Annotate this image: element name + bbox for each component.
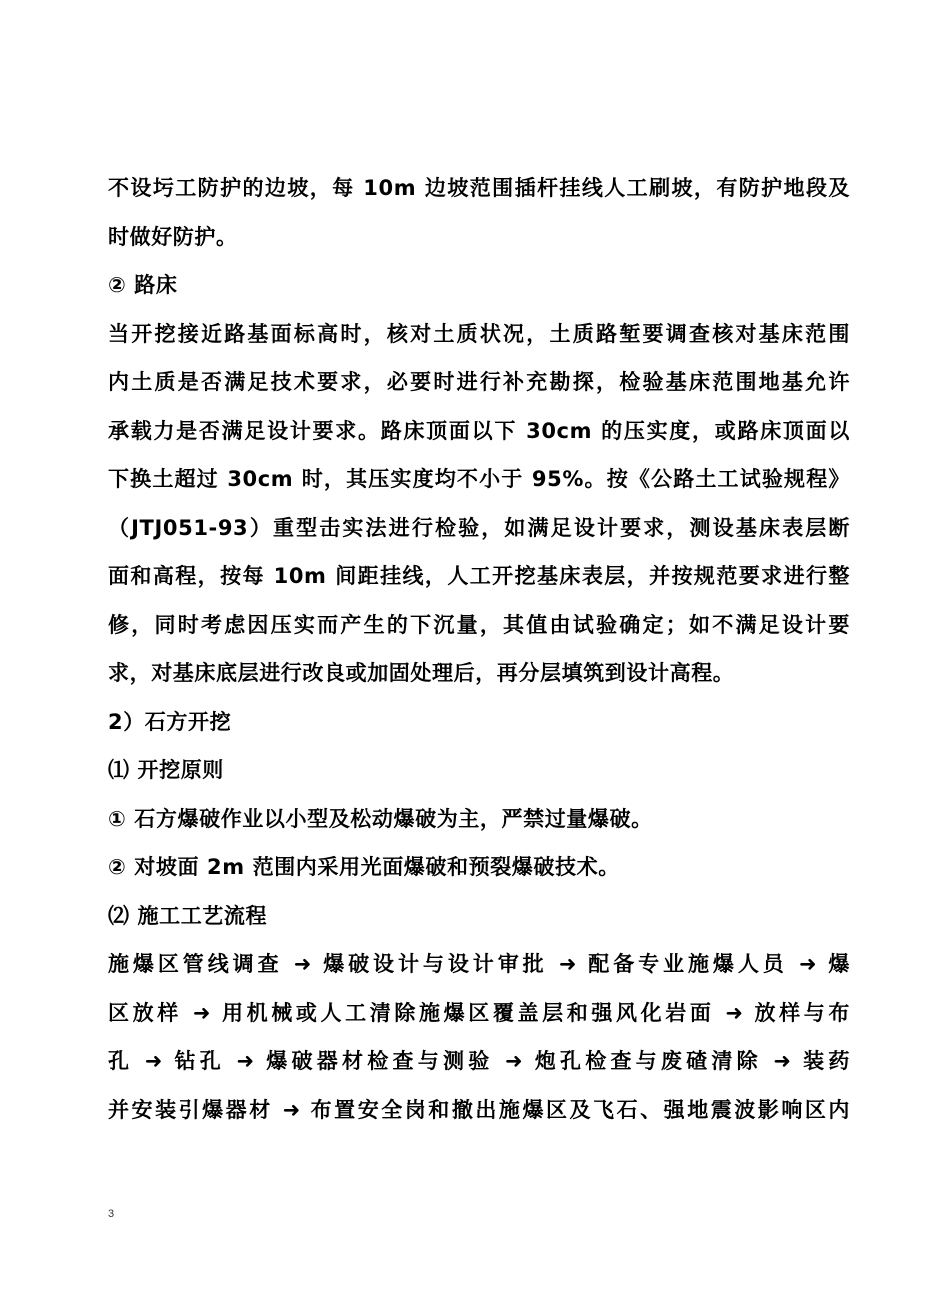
text-line: ② 路床 [108, 273, 178, 297]
heading-process-flow [108, 892, 850, 941]
document-body [108, 164, 850, 1134]
heading-subgrade-bed [108, 261, 850, 310]
text-line: 2）石方开挖 [108, 709, 232, 734]
text-line: 区放样 ➜ 用机械或人工清除施爆区覆盖层和强风化岩面 ➜ 放样与布 [108, 1000, 850, 1025]
list-item-blasting-scale [108, 795, 850, 844]
paragraph-process-flow [108, 940, 850, 1134]
text-line: 施爆区管线调查 ➜ 爆破设计与设计审批 ➜ 配备专业施爆人员 ➜ 爆 [108, 952, 850, 976]
text-line: ② 对坡面 2m 范围内采用光面爆破和预裂爆破技术。 [108, 855, 620, 879]
text-line: 时做好防护。 [108, 224, 238, 249]
text-line: ⑴ 开挖原则 [108, 758, 224, 782]
text-line: 承载力是否满足设计要求。路床顶面以下 30cm 的压实度，或路床顶面以 [108, 418, 850, 443]
text-line: 内土质是否满足技术要求，必要时进行补充勘探，检验基床范围地基允许 [108, 370, 850, 394]
paragraph-slope-protection [108, 164, 850, 261]
list-item-smooth-blasting [108, 843, 850, 892]
text-line: 求，对基床底层进行改良或加固处理后，再分层填筑到设计高程。 [108, 661, 735, 685]
text-line: 孔 ➜ 钻孔 ➜ 爆破器材检查与测验 ➜ 炮孔检查与废碴清除 ➜ 装药 [108, 1049, 850, 1073]
text-line: 面和高程，按每 10m 间距挂线，人工开挖基床表层，并按规范要求进行整 [108, 564, 850, 588]
text-line: 当开挖接近路基面标高时，核对土质状况，土质路堑要调查核对基床范围 [108, 321, 850, 346]
heading-excavation-principles [108, 746, 850, 795]
text-line: 下换土超过 30cm 时，其压实度均不小于 95%。按《公路土工试验规程》 [108, 467, 850, 491]
heading-rock-excavation [108, 698, 850, 747]
page-number: 3 [108, 1208, 115, 1220]
text-line: （JTJ051-93）重型击实法进行检验，如满足设计要求，测设基床表层断 [108, 515, 850, 540]
text-line: 并安装引爆器材 ➜ 布置安全岗和撤出施爆区及飞石、强地震波影响区内 [108, 1097, 850, 1122]
text-line: 不设圬工防护的边坡，每 10m 边坡范围插杆挂线人工刷坡，有防护地段及 [108, 176, 850, 200]
text-line: 修，同时考虑因压实而产生的下沉量，其值由试验确定；如不满足设计要 [108, 612, 850, 637]
text-line: ① 石方爆破作业以小型及松动爆破为主，严禁过量爆破。 [108, 806, 653, 831]
paragraph-subgrade-bed [108, 310, 850, 698]
text-line: ⑵ 施工工艺流程 [108, 903, 268, 928]
